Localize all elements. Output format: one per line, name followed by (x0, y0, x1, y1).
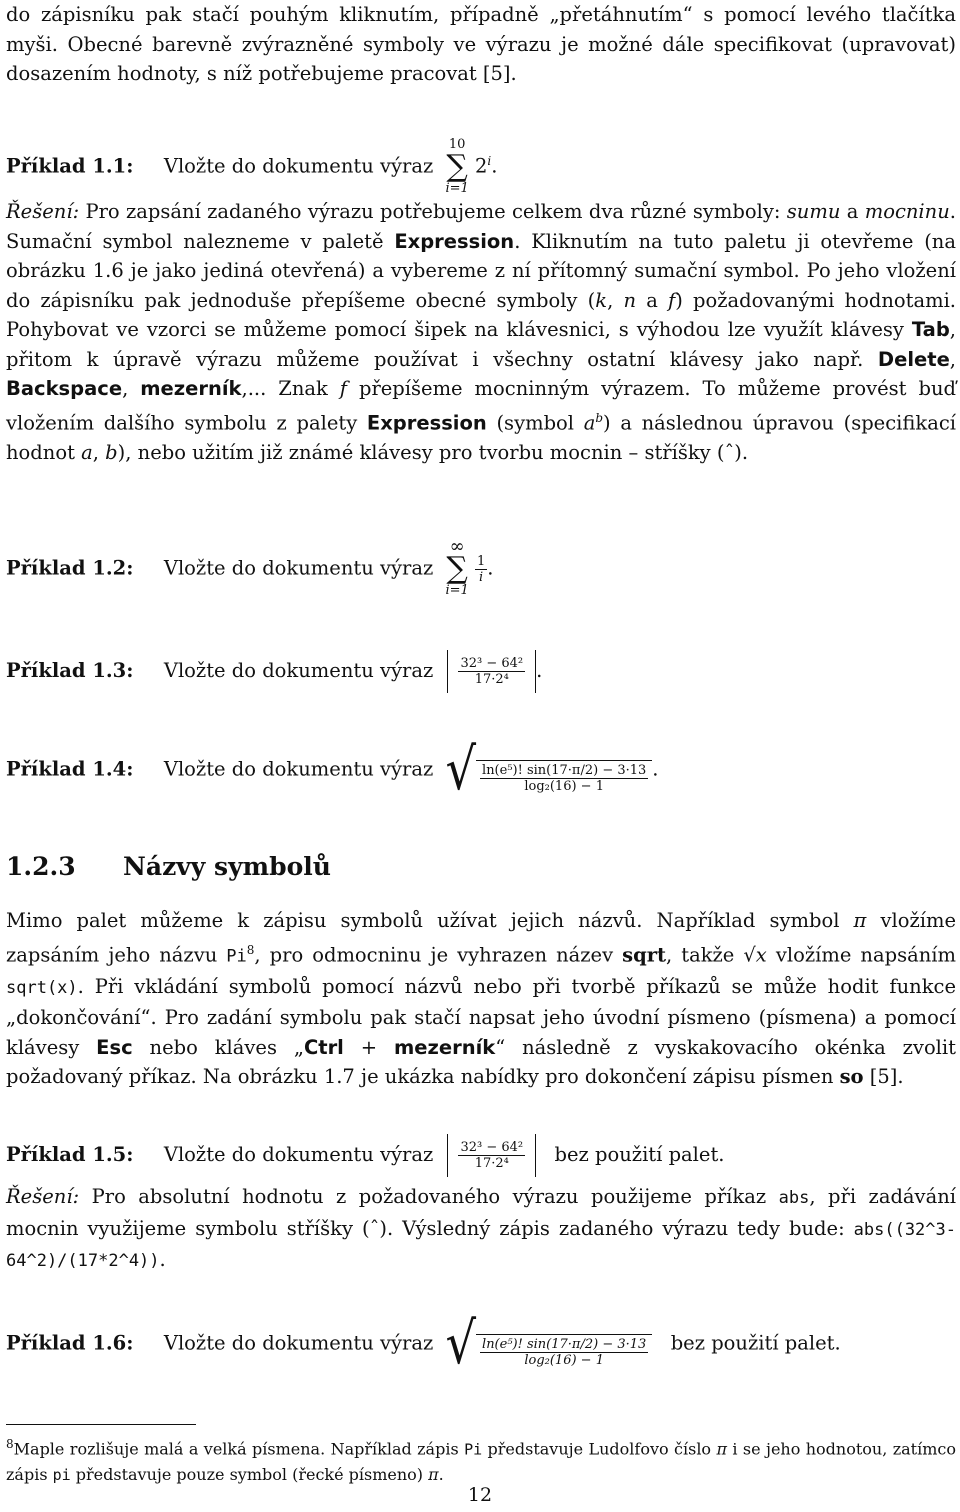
fraction-denominator: 17·2⁴ (474, 672, 509, 687)
fraction (458, 1140, 525, 1171)
footnote-mark: 8 (6, 1437, 14, 1451)
bold-term: sqrt (622, 943, 667, 966)
solution-text: ) a následnou úpravou (specifikací hodnot (6, 411, 956, 464)
solution-1-1 (6, 197, 956, 467)
example-tail: . (536, 659, 543, 682)
intro-text: do zápisníku pak stačí pouhým kliknutím, případně „přetáhnutím“ s pomocí levého tlačítka myši. Obecné barevně zvýrazněné symboly ve výrazu je možné dále specifikovat (upravovat) dosazením hodnoty, s níž potřebujeme pracovat [5]. (6, 3, 956, 85)
fraction-denominator: log₂(16) − 1 (524, 779, 604, 794)
sum-upper-limit: 10 (448, 137, 466, 152)
fraction-numerator: ln(e⁵)! sin(17·π/2) − 3·13 (482, 1337, 647, 1352)
example-tail: . (491, 154, 498, 178)
fraction (458, 656, 525, 687)
key-name: Ctrl (303, 1035, 344, 1059)
example-label: Příklad 1.5: (6, 1143, 134, 1166)
math-symbol: a (81, 440, 93, 464)
solution-text: , (92, 440, 106, 464)
paragraph-text: + (343, 1035, 394, 1059)
radicand (476, 760, 652, 794)
solution-text: a (636, 288, 669, 312)
solution-text: . (159, 1248, 166, 1271)
key-name: Tab (911, 318, 950, 341)
palette-name: Expression (394, 229, 515, 253)
solution-text: ,... Znak (241, 377, 340, 400)
solution-text: přepíšeme mocninným výrazem. To můžeme provést buď vložením dalšího symbolu z palety (6, 377, 956, 434)
bold-term: so (839, 1065, 864, 1088)
absolute-value (447, 650, 536, 693)
paragraph-text: nebo kláves „ (132, 1035, 304, 1059)
solution-text: . Sumační symbol nalezneme v paletě (6, 200, 956, 253)
math-symbol: f (668, 288, 676, 312)
sum-operator (445, 138, 468, 196)
footnote-text: i se jeho hodnotou, zatímco zápis (6, 1439, 956, 1485)
solution-text: ), nebo užitím již známé klávesy pro tvorbu mocnin – stříšky (ˆ). (117, 440, 749, 464)
example-text: Vložte do dokumentu výraz (163, 154, 434, 178)
paragraph-text: “ následně z vyskakovacího okénka zvolit požadovaný příkaz. Na obrázku 1.7 je ukázka nabídky pro dokončení zápisu písmen (6, 1035, 956, 1088)
radical-icon: √ (445, 736, 477, 804)
example-text: Vložte do dokumentu výraz (163, 757, 434, 781)
solution-text: , (122, 377, 141, 400)
fraction-denominator: i (479, 569, 484, 585)
fraction-numerator: 32³ − 64² (460, 1140, 524, 1155)
math-symbol: π (428, 1465, 439, 1485)
code-text: Pi (464, 1440, 483, 1459)
intro-paragraph (6, 0, 956, 89)
footnote-text: . (438, 1465, 444, 1485)
key-name: Backspace (6, 377, 123, 400)
solution-text: , přitom k úpravě výrazu můžeme používat i všechny ostatní klávesy jako např. (6, 318, 956, 371)
sigma-icon: ∑ (446, 551, 468, 586)
sum-upper-limit: ∞ (449, 536, 465, 557)
paragraph-text: vložíme napsáním (766, 943, 956, 966)
example-text: Vložte do dokumentu výraz (163, 659, 434, 682)
paragraph-text: , pro odmocninu je vyhrazen název (254, 943, 623, 966)
code-text: abs((32^3-64^2)/(17*2^4)) (6, 1219, 956, 1271)
example-label: Příklad 1.4: (6, 757, 134, 781)
power-base: 2 (474, 154, 488, 178)
key-name: Esc (96, 1035, 133, 1059)
solution-text: Pro zapsání zadaného výrazu potřebujeme celkem dva různé symboly: (79, 200, 787, 223)
key-name: Delete (877, 347, 950, 371)
code-text: sqrt(x) (6, 977, 78, 998)
sum-lower-limit: i=1 (445, 583, 469, 598)
paragraph-text: [5]. (863, 1065, 904, 1088)
square-root (445, 1310, 652, 1378)
solution-text: , (607, 288, 624, 312)
solution-label: Řešení: (6, 200, 80, 223)
palette-name: Expression (366, 411, 487, 434)
solution-text: Pro absolutní hodnotu z požadovaného výrazu použijeme příkaz (79, 1185, 779, 1208)
example-label: Příklad 1.6: (6, 1331, 134, 1355)
paragraph-text: , takže (666, 943, 744, 966)
section-number: 1.2.3 (6, 852, 76, 881)
absolute-value (447, 1134, 536, 1177)
solution-text: (symbol (486, 411, 584, 434)
example-label: Příklad 1.2: (6, 556, 134, 580)
names-paragraph (6, 906, 956, 1092)
paragraph-text: . Při vkládání symbolů pomocí názvů nebo při tvorbě příkazů se může hodit funkce „dokončování“. Pro zadání symbolu pak stačí napsat jeho úvodní písmeno (písmena) a pomocí klávesy (6, 974, 956, 1059)
example-tail: bez použití palet. (670, 1331, 841, 1355)
math-symbol: f (339, 377, 347, 400)
radicand (476, 1334, 652, 1368)
math-symbol: π (716, 1439, 727, 1459)
footnote-text: představuje pouze symbol (řecké písmeno) (70, 1465, 429, 1485)
example-label: Příklad 1.1: (6, 154, 134, 178)
fraction-denominator: 17·2⁴ (474, 1156, 509, 1171)
code-text: pi (52, 1466, 71, 1485)
fraction-numerator: 1 (476, 553, 486, 569)
emph-sumu: sumu (786, 200, 841, 223)
example-1-1 (6, 138, 497, 196)
fraction-numerator: 32³ − 64² (460, 656, 524, 671)
fraction-numerator: ln(e⁵)! sin(17·π/2) − 3·13 (482, 763, 647, 778)
footnote (6, 1432, 956, 1488)
example-text: Vložte do dokumentu výraz (163, 1143, 434, 1166)
math-symbol: b (595, 410, 604, 425)
radical-icon: √ (445, 1310, 477, 1378)
footnote-mark: 8 (246, 942, 255, 957)
example-tail: . (487, 556, 494, 580)
code-text: Pi (226, 946, 247, 966)
solution-1-5 (6, 1182, 956, 1277)
section-heading (6, 852, 331, 882)
paragraph-text: vložíme zapsáním jeho názvu (6, 909, 956, 966)
solution-text: , (949, 347, 956, 371)
paragraph-text: Mimo palet můžeme k zápisu symbolů užívat jejich názvů. Například symbol (6, 909, 854, 932)
example-1-6 (6, 1310, 841, 1378)
math-symbol: n (623, 288, 637, 312)
page-number: 12 (467, 1484, 493, 1506)
example-label: Příklad 1.3: (6, 659, 134, 682)
footnote-text: představuje Ludolfovo číslo (482, 1439, 717, 1459)
example-tail: . (652, 757, 659, 781)
math-symbol: √x (743, 943, 767, 966)
solution-text: ) požadovanými hodnotami. Pohybovat ve vzorci se můžeme pomocí šipek na klávesnici, s výhodou lze využít klávesy (6, 288, 957, 341)
math-symbol: a (583, 411, 596, 434)
example-1-5 (6, 1134, 725, 1177)
footnote-rule (6, 1424, 196, 1425)
solution-text: . Kliknutím na tuto paletu ji otevřeme (na obrázku 1.6 je jako jediná otevřená) a vybereme z ní přítomný sumační symbol. Po jeho vložení do zápisníku pak jednoduše přepíšeme obecné symboly ( (6, 229, 956, 312)
example-text: Vložte do dokumentu výraz (163, 556, 434, 580)
example-1-3 (6, 650, 542, 693)
solution-text: , při zadávání mocnin využijeme symbolu stříšky (ˆ). Výsledný zápis zadaného výrazu tedy bude: (6, 1185, 956, 1240)
fraction (480, 1337, 648, 1368)
sum-lower-limit: i=1 (445, 181, 469, 196)
key-name: mezerník (393, 1035, 496, 1059)
solution-text: a (840, 200, 865, 223)
example-tail: bez použití palet. (554, 1143, 725, 1166)
sum-operator (445, 536, 469, 598)
solution-label: Řešení: (6, 1185, 80, 1208)
example-text: Vložte do dokumentu výraz (163, 1331, 434, 1355)
code-text: abs (778, 1188, 810, 1208)
math-symbol: k (595, 288, 608, 312)
math-symbol: b (105, 440, 118, 464)
fraction-denominator: log₂(16) − 1 (524, 1353, 604, 1368)
math-symbol: π (853, 909, 867, 932)
section-title: Názvy symbolů (123, 852, 331, 881)
power-exponent: i (487, 154, 492, 168)
footnote-text: Maple rozlišuje malá a velká písmena. Například zápis (13, 1439, 465, 1459)
key-name: mezerník (140, 377, 242, 400)
sigma-icon: ∑ (446, 149, 468, 184)
fraction (475, 554, 487, 585)
fraction (480, 763, 648, 794)
example-1-4 (6, 736, 659, 804)
example-1-2 (6, 536, 494, 598)
emph-mocninu: mocninu (864, 200, 950, 223)
square-root (445, 736, 652, 804)
